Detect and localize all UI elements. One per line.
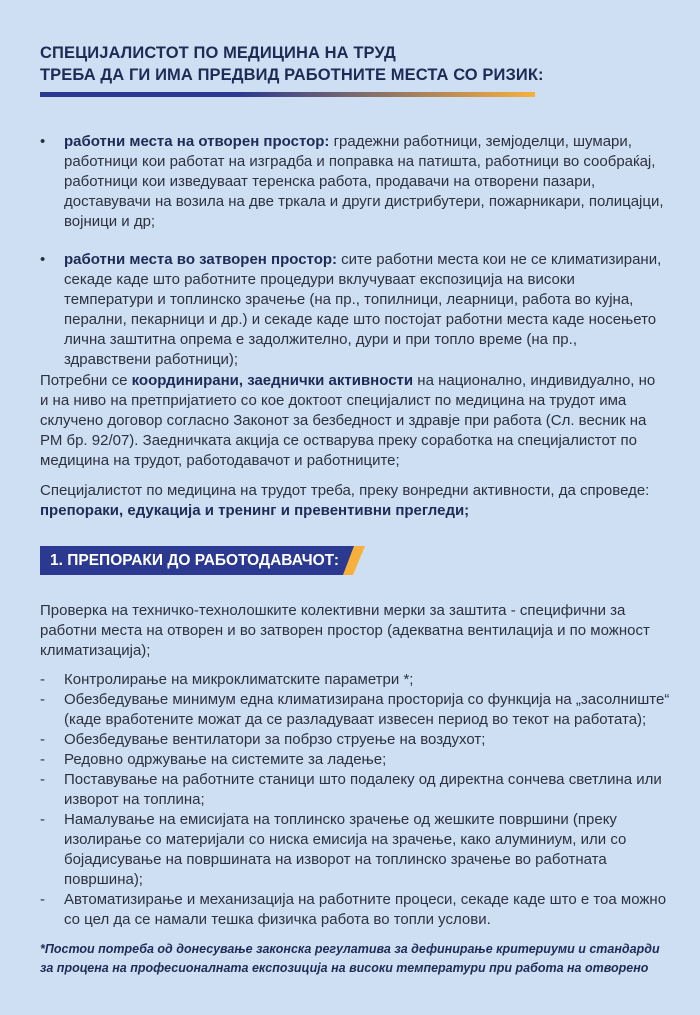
- list-item-text: Намалување на емисијата на топлинско зрачење од жешките површини (преку изолирање со материјали со ниска емисија на зрачење, како алуминиум, или со бојадисување на површината на изворот на топлинско зрачење во работната површина);: [64, 811, 627, 888]
- section-heading: 1. ПРЕПОРАКИ ДО РАБОТОДАВАЧОТ:: [50, 552, 340, 569]
- paragraph-coordinated-activities: [40, 371, 665, 471]
- bullet-heading: работни места на отворен простор:: [64, 133, 330, 150]
- title-line-2: ТРЕБА ДА ГИ ИМА ПРЕДВИД РАБОТНИТЕ МЕСТА СО РИЗИК:: [40, 66, 544, 84]
- title-line-1: СПЕЦИЈАЛИСТОТ ПО МЕДИЦИНА НА ТРУД: [40, 44, 396, 62]
- dash-icon: -: [40, 751, 45, 768]
- list-item: [40, 690, 670, 730]
- para-bold: препораки, едукација и тренинг и превентивни прегледи;: [40, 502, 470, 519]
- list-item-text: Контролирање на микроклиматските параметри *;: [64, 671, 414, 688]
- list-item: [40, 750, 670, 770]
- list-item: [40, 670, 670, 690]
- recommendation-list: [40, 670, 670, 930]
- paragraph-technical-measures: Проверка на техничко-технолошките колективни мерки за заштита - специфични за работни места на отворен и во затворен простор (адекватна вентилација и по можност климатизација);: [40, 602, 650, 659]
- bullet-heading: работни места во затворен простор:: [64, 251, 338, 268]
- bullet-icon: •: [40, 133, 46, 150]
- risk-workplaces-list: [40, 132, 665, 370]
- list-item: [40, 730, 670, 750]
- bullet-text: сите работни места кои не се климатизирани, секаде каде што работните процедури вклучуваат експозиција на високи температури и топлинско зрачење (на пр., топилници, леарници, работа во кујна, перални, пекарници и др.) и секаде каде што постојат работни места каде носењето лична заштитна опрема е задолжително, дури и при топло време (на пр., здравствени работници);: [64, 251, 662, 368]
- list-item: [40, 810, 670, 890]
- dash-icon: -: [40, 771, 45, 788]
- list-item: [40, 890, 670, 930]
- bullet-text: градежни работници, земјоделци, шумари, работници кои работат на изградба и поправка на патишта, работници во сообраќај, работници кои изведуваат теренска работа, продавачи на отворени пазари, доставувачи на возила на две тркала и други дистрибутери, пожарникари, полицајци, војници и др;: [64, 133, 664, 230]
- title-underline-bar: [40, 92, 535, 97]
- page-title: [40, 42, 660, 86]
- bullet-icon: •: [40, 251, 46, 268]
- para-bold: координирани, заеднички активности: [131, 372, 414, 389]
- dash-icon: -: [40, 811, 45, 828]
- dash-icon: -: [40, 671, 45, 688]
- para-text: Потребни се: [40, 372, 132, 389]
- dash-icon: -: [40, 891, 45, 908]
- para-text: на национално, индивидуално, но и на ниво на претпријатието со кое доктоот специјалист по медицина на трудот има склучено договор согласно Законот за безбедност и здравје при работа (Сл. весник на РМ бр. 92/07). Заедничката акција се остварува преку соработка на специјалистот по медицина на трудот, работодавачот и работниците;: [40, 372, 656, 469]
- list-item-text: Обезбедување вентилатори за побрзо струење на воздухот;: [64, 731, 486, 748]
- dash-icon: -: [40, 731, 45, 748]
- paragraph-extraordinary-activities: [40, 481, 665, 521]
- list-item-text: Автоматизирање и механизација на работните процеси, секаде каде што е тоа можно со цел да се намали тешка физичка работа во топли услови.: [64, 891, 667, 928]
- dash-icon: -: [40, 691, 45, 708]
- list-item-text: Поставување на работните станици што подалеку од директна сончева светлина или изворот на топлина;: [64, 771, 662, 808]
- section-banner: [40, 546, 360, 575]
- para-text: Специјалистот по медицина на трудот треба, преку вонредни активности, да спроведе:: [40, 482, 650, 499]
- bullet-item-outdoor: [40, 132, 665, 232]
- footnote: *Постои потреба од донесување законска регулатива за дефинирање критериуми и стандарди за процена на професионалната експозиција на високи температури при работа на отворено: [40, 942, 660, 975]
- bullet-item-indoor: [40, 250, 665, 370]
- list-item-text: Обезбедување минимум една климатизирана просторија со функција на „засолниште“ (каде вработените можат да се разладуваат извесен период во текот на работата);: [64, 691, 670, 728]
- list-item-text: Редовно одржување на системите за ладење;: [64, 751, 387, 768]
- list-item: [40, 770, 670, 810]
